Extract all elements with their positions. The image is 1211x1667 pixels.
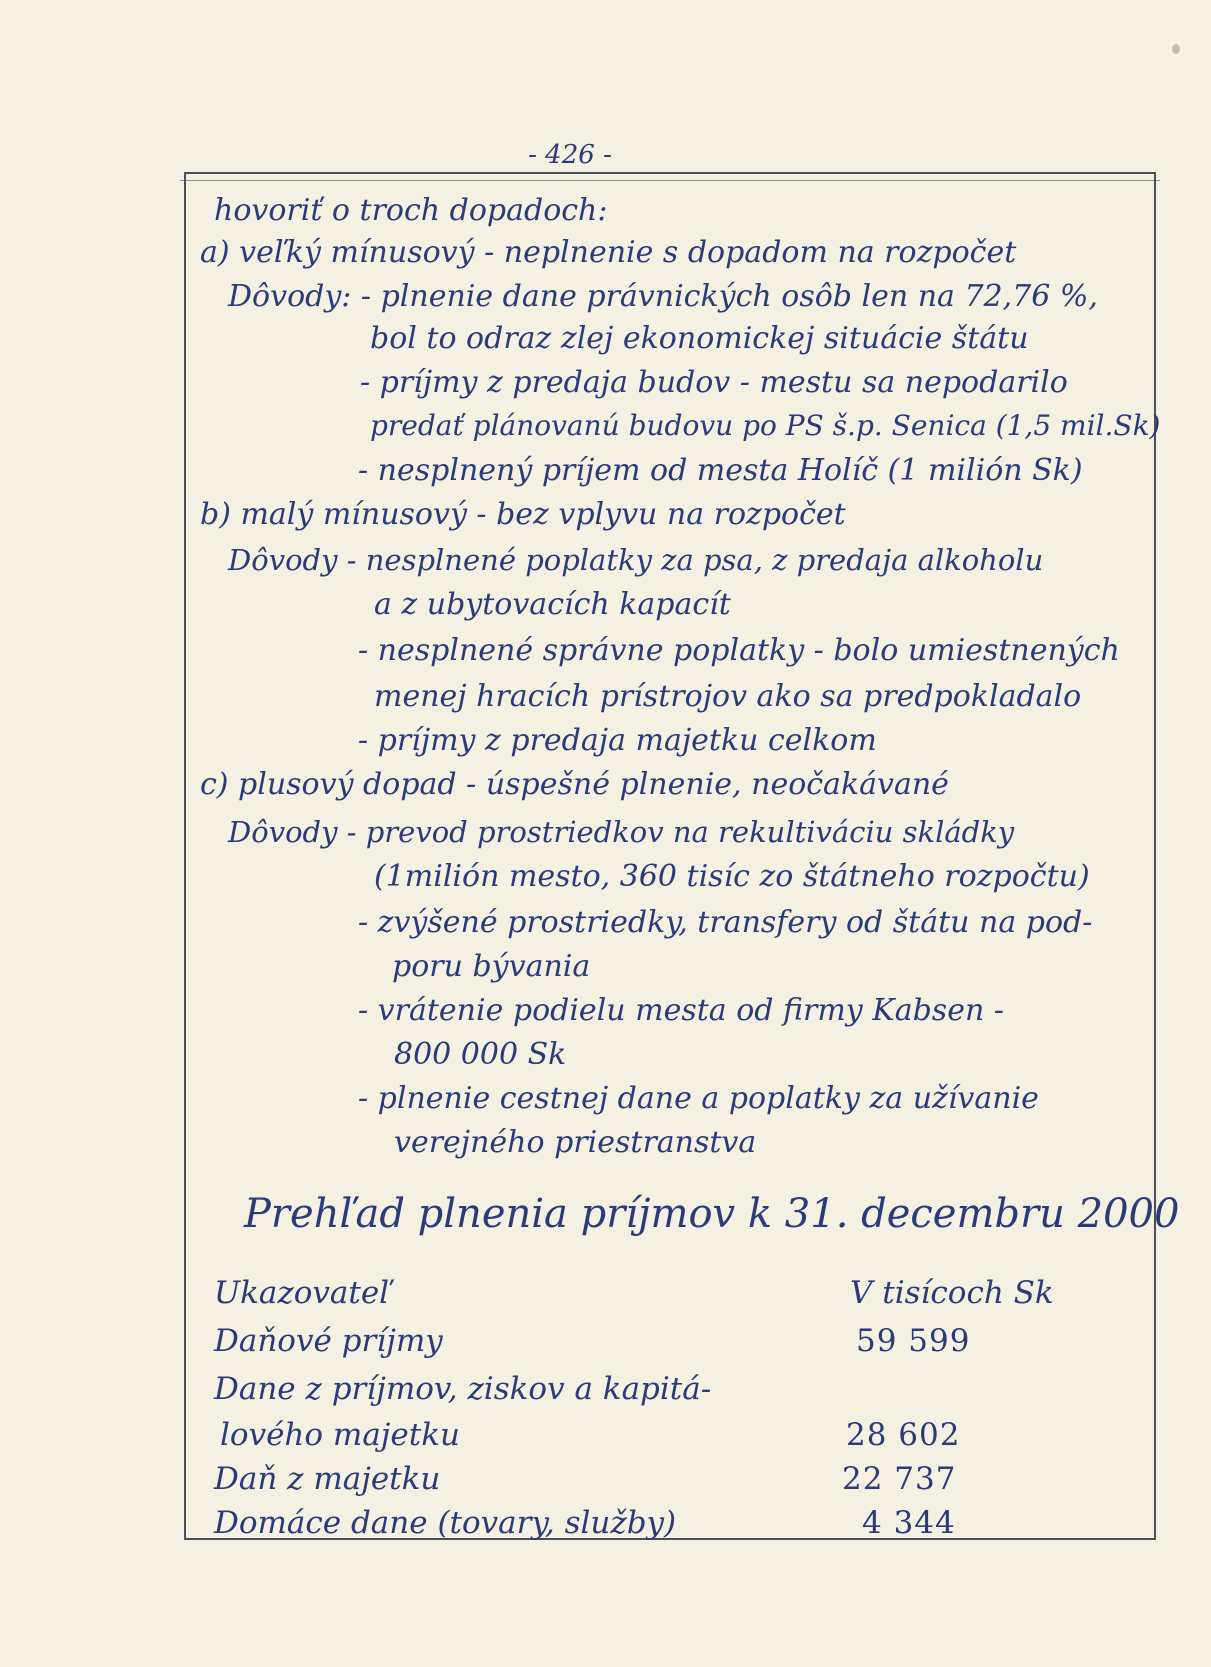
table-row-label: Dane z príjmov, ziskov a kapitá- (214, 1371, 712, 1407)
text-line: - plnenie cestnej dane a poplatky za užívanie (358, 1081, 1039, 1116)
text-line: menej hracích prístrojov ako sa predpokladalo (374, 679, 1082, 714)
text-line: (1milión mesto, 360 tisíc zo štátneho rozpočtu) (374, 859, 1090, 894)
text-line: - nesplnené správne poplatky - bolo umiestnených (358, 633, 1120, 668)
text-line: - príjmy z predaja majetku celkom (358, 723, 877, 758)
table-row-label: Domáce dane (tovary, služby) (214, 1505, 677, 1541)
text-line: Dôvody - nesplnené poplatky za psa, z predaja alkoholu (228, 543, 1044, 577)
table-row-value: 4 344 (862, 1505, 956, 1541)
text-line: poru bývania (392, 949, 591, 984)
summary-title: Prehľad plnenia príjmov k 31. decembru 2000 (244, 1191, 1180, 1237)
text-line: hovoriť o troch dopadoch: (214, 193, 608, 228)
text-line: Dôvody: - plnenie dane právnických osôb len na 72,76 %, (228, 279, 1098, 314)
page-number: - 426 - (528, 140, 612, 170)
text-line: - nesplnený príjem od mesta Holíč (1 milión Sk) (358, 453, 1083, 488)
table-row-label: lového majetku (220, 1417, 460, 1453)
text-line: a z ubytovacích kapacít (374, 587, 731, 622)
table-row-label: Daňové príjmy (214, 1323, 443, 1359)
text-line: c) plusový dopad - úspešné plnenie, neočakávané (200, 767, 949, 802)
text-line: a) veľký mínusový - neplnenie s dopadom na rozpočet (200, 235, 1017, 270)
table-row-label: Daň z majetku (214, 1461, 441, 1497)
table-row-value: 22 737 (842, 1461, 957, 1497)
table-header-label: Ukazovateľ (214, 1275, 392, 1311)
table-row-value: 59 599 (856, 1323, 971, 1359)
text-line: - zvýšené prostriedky, transfery od štátu na pod- (358, 905, 1093, 940)
text-line: Dôvody - prevod prostriedkov na rekultiváciu skládky (228, 815, 1015, 849)
text-line: bol to odraz zlej ekonomickej situácie štátu (370, 321, 1029, 356)
text-line: 800 000 Sk (394, 1037, 567, 1072)
table-row-value: 28 602 (846, 1417, 961, 1453)
text-line: - vrátenie podielu mesta od firmy Kabsen - (358, 993, 1004, 1028)
table-header-unit: V tisícoch Sk (850, 1275, 1054, 1311)
text-line: b) malý mínusový - bez vplyvu na rozpočet (200, 497, 846, 532)
text-line: predať plánovanú budovu po PS š.p. Senica (1,5 mil.Sk) (370, 409, 1161, 442)
paper-spot (1172, 44, 1180, 54)
text-line: verejného priestranstva (394, 1125, 757, 1160)
text-line: - príjmy z predaja budov - mestu sa nepodarilo (360, 365, 1068, 400)
